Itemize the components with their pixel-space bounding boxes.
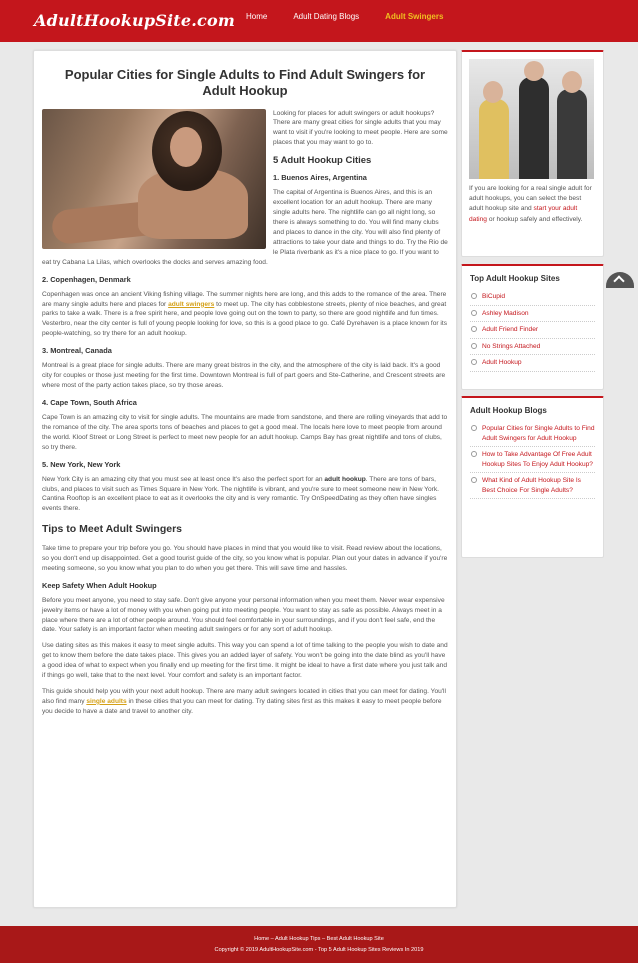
site-header	[0, 0, 638, 42]
blog-link[interactable]: Popular Cities for Single Adults to Find Adult Swingers for Adult Hookup	[482, 425, 595, 442]
promo-text: If you are looking for a real single adult for adult hookups, you can select the best adult hookup site and start your adult dating or hookup safely and effectively.	[469, 185, 592, 223]
top-site-link[interactable]: No Strings Attached	[482, 342, 541, 350]
city-heading-buenos-aires: 1. Buenos Aires, Argentina	[273, 173, 367, 183]
city-text-buenos-aires: The capital of Argentina is Buenos Aires, and this is an excellent location for an adult hookup. There are many single adults here. The nightlife can go all night long, so there is always something to do. You will find many clubs and places to dance in the city. You will also find plenty of attractions to take your date and things to do. Try the Rio de le Plata riverbank as it's a nice place to go. If you want to eat try Cabana La Lilas, which overlooks the docks and serves amazing food.	[42, 189, 448, 266]
closing-text: This guide should help you with your next adult hookup. There are many adult swingers located in cities that you can meet for dating. You'll also find many single adults in these cities that you can meet for dating. Try dating sites first as this makes it easy to meet people before you decide to have a date and travel to another city.	[42, 687, 446, 715]
city-text-montreal: Montreal is a great place for single adults. There are many great bistros in the city, and the atmosphere of the city is laid back. It's a good city for couples or those just meeting for the first time. Downtown Montreal is full of part goers and Ste-Catherine, and Crescent streets are where most of the party action takes place, so try those areas.	[42, 362, 446, 389]
site-footer	[0, 926, 638, 963]
top-sites-widget	[461, 264, 604, 390]
blogs-widget	[461, 396, 604, 558]
list-item	[470, 355, 595, 372]
footer-links[interactable]: Home – Adult Hookup Tips – Best Adult Hookup Site	[254, 936, 384, 942]
article-title: Popular Cities for Single Adults to Find Adult Swingers for Adult Hookup	[64, 67, 426, 99]
list-item	[470, 322, 595, 339]
top-site-link[interactable]: BiCupid	[482, 293, 506, 300]
circle-bullet-icon	[471, 326, 477, 332]
list-item	[470, 289, 595, 306]
list-item	[470, 339, 595, 356]
adult-swingers-link[interactable]: adult swingers	[168, 300, 215, 308]
blog-link[interactable]: What Kind of Adult Hookup Site Is Best Choice For Single Adults?	[482, 477, 581, 494]
safety-text-1: Before you meet anyone, you need to stay safe. Don't give anyone your personal information when you meet them. Never wear expensive jewelry items or have a lot of money with you when going put into meeting people. You want to stay as safe as possible. Always meet in a place where there are a lot of other people around. You should feel comfortable in your surroundings, and if you don't feel safe, end the date. Your safety is an important factor when meeting adult swingers or for any sort of adult hookup.	[42, 596, 445, 634]
footer-copyright: Copyright © 2019 AdultHookupSite.com - Top 5 Adult Hookup Sites Reviews In 2019	[214, 946, 424, 953]
circle-bullet-icon	[471, 343, 477, 349]
tips-text: Take time to prepare your trip before you go. You should have places in mind that you would like to visit. Read review about the locations, so you don't end up disappointed. Get a good tourist guide of the city, so you know what is popular. Plan out your dates in advance if you're meeting someone, so you know what you plan to do when you get there. This will save time and hassles.	[42, 544, 448, 572]
city-heading-new-york: 5. New York, New York	[42, 459, 121, 469]
blogs-list	[462, 421, 603, 499]
city-text-copenhagen: Copenhagen was once an ancient Viking fishing village. The summer nights here are long, and this adds to the romance of the area. There are many single adults here and places for adult swingers to meet up. The city has cobblestone streets, plenty of nice beaches, and great parks to take a walk. There is a free spirit here, and people love going out on the town to party, so there are good nightlife and fun times. Vesterbro, near the city center is full of young people looking for love, so this is a good place to go. Café Dyrehaven is a place known for its people-watching, so try there for an adult hookup.	[42, 290, 448, 338]
list-item	[470, 447, 595, 473]
nav-adult-swingers[interactable]: Adult Swingers	[385, 12, 444, 21]
article-intro: Looking for places for adult swingers or adult hookups? There are many great cities for single adults that you may want to visit if you're looking to meet people. Here are some places that you may want to go to.	[273, 109, 448, 147]
circle-bullet-icon	[471, 359, 477, 365]
promo-image[interactable]	[469, 59, 594, 179]
list-item	[470, 306, 595, 323]
circle-bullet-icon	[471, 310, 477, 316]
tips-heading: Tips to Meet Adult Swingers	[42, 523, 183, 536]
top-site-link[interactable]: Adult Friend Finder	[482, 326, 539, 334]
main-nav	[246, 12, 469, 21]
city-heading-montreal: 3. Montreal, Canada	[42, 346, 112, 356]
list-item	[470, 421, 595, 447]
blog-link[interactable]: How to Take Advantage Of Free Adult Hookup Sites To Enjoy Adult Hookup?	[482, 451, 593, 468]
scroll-to-top-button[interactable]	[606, 272, 634, 288]
top-sites-title: Top Adult Hookup Sites	[470, 274, 560, 283]
city-text-new-york: New York City is an amazing city that you must see at least once It's also the perfect sport for an adult hookup. There are tons of bars, clubs, and places to visit such as Times Square in New York. The nightlife is vibrant, and you're sure to meet someone new in New York. Cantina Rooftop is an excellent place to eat as it overlooks the city and is very romantic. Try OnSpeedDating as they often have singles events there.	[42, 475, 439, 513]
city-heading-copenhagen: 2. Copenhagen, Denmark	[42, 274, 131, 284]
city-text-cape-town: Cape Town is an amazing city to visit for single adults. The mountains are made from sandstone, and there are rolling vineyards that add to the romance of the city. The area sports tons of beaches and places to get a good meal. The locals here love to meet people from around the world. Kloof Street or Long Street is perfect to meet new people for an adult hookup. Camps Bay has great nightlife and tons of clubs, so try there.	[42, 414, 448, 451]
start-adult-dating-link[interactable]: start your adult dating	[469, 205, 578, 223]
single-adults-link[interactable]: single adults	[86, 697, 127, 705]
article-container	[33, 50, 457, 908]
sidebar-promo	[461, 50, 604, 257]
site-logo[interactable]: AdultHookupSite.com	[34, 11, 235, 30]
safety-heading: Keep Safety When Adult Hookup	[42, 580, 157, 590]
top-sites-list	[462, 289, 603, 372]
nav-adult-dating-blogs[interactable]: Adult Dating Blogs	[293, 12, 360, 21]
nav-home[interactable]: Home	[246, 12, 268, 21]
circle-bullet-icon	[471, 293, 477, 299]
city-heading-cape-town: 4. Cape Town, South Africa	[42, 397, 137, 407]
circle-bullet-icon	[471, 477, 477, 483]
top-site-link[interactable]: Ashley Madison	[482, 309, 529, 317]
section-heading: 5 Adult Hookup Cities	[273, 155, 372, 167]
hero-image	[42, 109, 266, 249]
blogs-title: Adult Hookup Blogs	[470, 406, 547, 415]
top-site-link[interactable]: Adult Hookup	[482, 359, 522, 367]
circle-bullet-icon	[471, 425, 477, 431]
circle-bullet-icon	[471, 451, 477, 457]
list-item	[470, 473, 595, 499]
safety-text-2: Use dating sites as this makes it easy to meet single adults. This way you can spend a lot of time talking to the people you wish to date and get to know them before the date takes place. This gives you an added layer of safety. You won't be going into the date blind as you'll have a good idea of what to expect when you finally end up meeting for the first time. It might be ideal to have a first date where you just talk and if things go well, take that to the next level. Your comfort and safety is an important factor.	[42, 642, 448, 679]
